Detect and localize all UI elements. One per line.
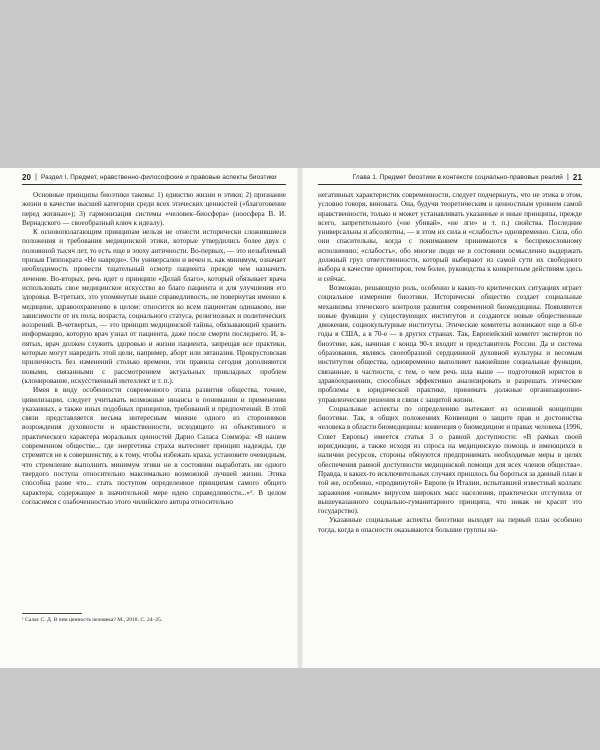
- left-paragraph-2: К основополагающим принципам нельзя не отнести исторически сложившиеся положения и требования медицинской этики, которые утвердились более двух с половиной тысяч лет, то есть еще в эпоху античности. Во-первых, — это незыблемый призыв Гиппократа «Не навреди». Он универсален и вечен и, как минимум, означает необходимость провести тщательный осмотр пациента прежде чем назначить лечение. Во-вторых, речь идет о принципе «Делай благо», который обязывает врача использовать свое медицинское искусство во благо пациента и для улучшения его здоровья. В-третьих, это упомянутые выше справедливость, не повернутая именно к медицине, здравоохранению в целом: относится ко всем пациентам одинаково, вне зависимости от их пола, возраста, социального статуса, религиозных и политических воззрений. В-четвертых, — это принцип медицинской тайны, обязывающий хранить информацию, которую врач узнал от пациента, даже после смерти последнего. И, в-пятых, врач должен служить здоровью и жизни пациента, запрещая все практики, которые могут навредить этой цели, например, аборт или эвтаназия. Прокрустовская приличность без изменений столько времени, эти правила сегодня дополняются новыми, связанными с рассмотрением актуальных прикладных проблем (клонирование, искусственный интеллект и т. п.).: [22, 228, 286, 385]
- footnote: [22, 613, 286, 624]
- right-running-head-text: Глава 1. Предмет биоэтики в контексте социально-правовых реалий: [352, 173, 563, 181]
- header-separator: |: [35, 173, 38, 181]
- right-body-text: [318, 191, 582, 535]
- left-body-text: [22, 191, 286, 507]
- right-paragraph-1: негативных характеристик современности, следует подчеркнуть, что не этика в этом, условно говоря, виновата. Она, будучи теоретическим и ценностным уровнем самой нравственности, только и может устанавливать указанные и иные принципы, прежде всего, запретительного («не убивай», «не лги» и т. п.) свойства. Последние универсальны и абсолютны, — в этом их сила и «слабость» одновременно. Сила, обо они спасительны, когда с пониманием принимаются к беспрекословному исполнению; «слабость», обо многие люди не в состоянии осмысленно выдержать должный груз ответственности, который выбирают из самой сути их свободного выбора в качестве ориентиров, тем более, руководства к конкретным действиям здесь и сейчас.: [318, 191, 582, 283]
- right-paragraph-2: Возможно, решающую роль, особенно в каких-то критических ситуациях играет социальное измерение биоэтики. Исторически общество создает социальные механизмы этического контроля развития современной биомедицины. Появляются новые функции у существующих институтов и создаются новые общественные движения, социокультурные институты. Этические комитеты возникают еще в 60-е годы в США, а в 70-е — в других странах. Так, Европейский комитет экспертов по биоэтике, как, начиная с конца 90-х входит и представитель России. Да и система образования, являясь своеобразной сердцевиной духовной культуры и весомым институтом общества, одновременно выполняет важнейшие социальные функции, связанные, в частности, с тем, о чем речь шла выше — подготовкой юристов в здравоохранении, способных эффективно анализировать и разрешать этические проблемы в юридической практике, принимать должные организационно-управленческие решения в связи с защитой жизни.: [318, 283, 582, 404]
- footnote-text: ¹ Салас С. Д. В чем ценность человека? М., 2018. С. 24–25.: [22, 617, 163, 623]
- left-page-number: 20: [22, 172, 32, 182]
- book-spread: [0, 168, 600, 668]
- right-page-number: 21: [572, 172, 582, 182]
- left-running-head-text: Раздел I. Предмет, нравственно-философские и правовые аспекты биоэтики: [41, 173, 277, 181]
- right-paragraph-3: Социальные аспекты по определению вытекают из основной концепции биоэтики. Так, в общих положениях Конвенции о защите прав и достоинства человека в области биомедицины: конвенция о биомедицине и правах человека (1996, Совет Европы) имеется статья 3 о равной доступности: «В рамках своей юрисдикции, а также исходя из спроса на медицинскую помощь и имеющихся в наличии ресурсов, стороны обязуются предпринимать необходимые меры в целях обеспечения равной доступности медицинской помощи для всех членов общества». Правда, в каких-то исключительных случаях пришлось бы бороться за данный план в той же, особенно, «продвинутой» Европе (в Италии, испытавшей известный коллапс заражения «новым» вирусом широких масс населения, практически отступила от вышеуказанного социально-гуманитарного принципа, что никак не красит это государство).: [318, 404, 582, 516]
- left-running-head: [22, 170, 286, 185]
- left-paragraph-1: Основные принципы биоэтики таковы: 1) единство жизни и этики; 2) признание жизни в качестве высшей категории среди всех этических ценностей («благоговение перед жизнью»); 3) гармонизация системы «человек–биосфера» (ноосфера В. И. Вернадского — своеобразный ключ к идеалу).: [22, 191, 286, 227]
- header-separator: |: [566, 173, 569, 181]
- left-page: [22, 168, 286, 668]
- footnote-rule: [22, 613, 82, 614]
- left-paragraph-3: Имея в виду особенности современного этапа развития общества, точнее, цивилизации, следует учитывать возможные нюансы в понимании и применении указанных, а также иных подобных принципов, требований и предпочтений. В этой связи представляется весьма интересным мнение одного из сторонников возрождения духовности и нравственности, исходящего из объективного и практического характера моральных ценностей Дарио Саласа Соммэра: «В нашем современном обществе... где энергетика страха вытесняет принцип надежды, где стремятся не к совершенству, а к тому, чтобы избежать краха, установите очевидным, что стремление выполнить минимум этики не в состоянии выработать ни одного твердого поступа относительно максимально возможной лучшей жизни. Этика способна разве что... стать поступом определенное принципам самого общего характера, содержащее в значительной мере идею справедливости...»¹. В целом согласимся с озабоченностью этого чилийского автора относительно: [22, 386, 286, 506]
- right-paragraph-4: Указанные социальные аспекты биоэтики выходят на первый план особенно тогда, когда в опасности оказываются большие группы на-: [318, 516, 582, 534]
- right-page: [318, 168, 582, 668]
- book-gutter: [297, 168, 303, 668]
- right-running-head: [318, 170, 582, 185]
